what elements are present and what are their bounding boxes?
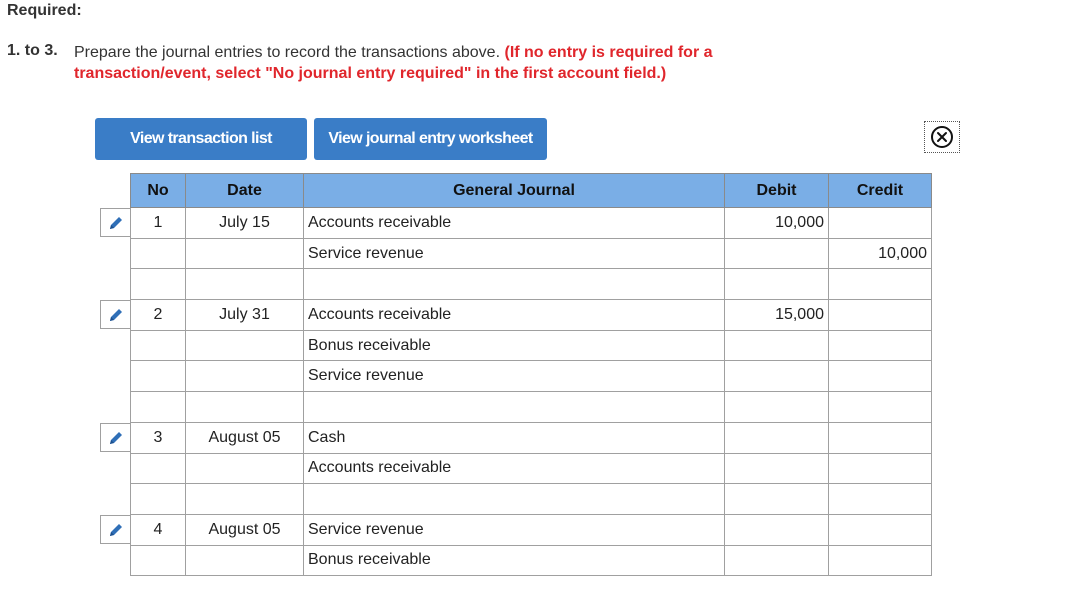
header-date: Date [186, 174, 304, 208]
view-transaction-list-button[interactable]: View transaction list [95, 118, 307, 160]
edit-entry-3-button[interactable] [100, 423, 130, 452]
table-row [131, 361, 932, 392]
table-row [131, 422, 932, 453]
cell-account: Bonus receivable [304, 545, 725, 576]
cell-debit [725, 484, 829, 515]
cell-account [304, 269, 725, 300]
cell-no [131, 238, 186, 269]
instruction [74, 42, 834, 84]
table-row [131, 453, 932, 484]
view-journal-worksheet-button[interactable]: View journal entry worksheet [314, 118, 547, 160]
cell-credit [829, 300, 932, 331]
cell-credit [829, 453, 932, 484]
header-debit: Debit [725, 174, 829, 208]
cell-credit [829, 545, 932, 576]
cell-debit [725, 269, 829, 300]
cell-account: Service revenue [304, 238, 725, 269]
pencil-icon [107, 429, 125, 447]
header-credit: Credit [829, 174, 932, 208]
edit-entry-2-button[interactable] [100, 300, 130, 329]
cell-account: Bonus receivable [304, 330, 725, 361]
cell-credit [829, 392, 932, 423]
edit-entry-1-button[interactable] [100, 208, 130, 237]
pencil-icon [107, 214, 125, 232]
table-row [131, 392, 932, 423]
cell-no: 2 [131, 300, 186, 331]
cell-date: July 31 [186, 300, 304, 331]
header-no: No [131, 174, 186, 208]
cell-no [131, 484, 186, 515]
journal-table [130, 173, 932, 576]
cell-debit [725, 392, 829, 423]
cell-credit [829, 422, 932, 453]
close-circle-icon [930, 125, 954, 149]
table-row [131, 330, 932, 361]
cell-date [186, 330, 304, 361]
table-row [131, 514, 932, 545]
table-row [131, 545, 932, 576]
cell-debit [725, 514, 829, 545]
cell-credit [829, 514, 932, 545]
cell-date [186, 392, 304, 423]
cell-account: Service revenue [304, 514, 725, 545]
cell-debit [725, 361, 829, 392]
cell-date [186, 484, 304, 515]
cell-debit [725, 422, 829, 453]
cell-credit [829, 361, 932, 392]
cell-date [186, 545, 304, 576]
cell-account: Accounts receivable [304, 300, 725, 331]
cell-date: July 15 [186, 208, 304, 239]
table-row [131, 208, 932, 239]
header-general-journal: General Journal [304, 174, 725, 208]
cell-no [131, 330, 186, 361]
cell-no [131, 545, 186, 576]
edit-entry-4-button[interactable] [100, 515, 130, 544]
cell-date: August 05 [186, 514, 304, 545]
table-row [131, 300, 932, 331]
cell-credit [829, 269, 932, 300]
cell-date: August 05 [186, 422, 304, 453]
cell-account [304, 392, 725, 423]
cell-date [186, 238, 304, 269]
cell-debit [725, 545, 829, 576]
cell-no [131, 392, 186, 423]
required-label: Required: [7, 2, 82, 19]
cell-no [131, 269, 186, 300]
cell-account: Accounts receivable [304, 208, 725, 239]
cell-no [131, 453, 186, 484]
cell-debit [725, 238, 829, 269]
pencil-icon [107, 521, 125, 539]
cell-debit [725, 453, 829, 484]
pencil-icon [107, 306, 125, 324]
instruction-number: 1. to 3. [7, 42, 58, 59]
cell-account: Service revenue [304, 361, 725, 392]
cell-credit: 10,000 [829, 238, 932, 269]
cell-credit [829, 208, 932, 239]
cell-account [304, 484, 725, 515]
cell-no: 4 [131, 514, 186, 545]
close-button[interactable] [924, 121, 960, 153]
table-row [131, 238, 932, 269]
table-row [131, 269, 932, 300]
cell-debit: 15,000 [725, 300, 829, 331]
cell-debit: 10,000 [725, 208, 829, 239]
table-row [131, 484, 932, 515]
cell-date [186, 269, 304, 300]
cell-credit [829, 484, 932, 515]
cell-date [186, 361, 304, 392]
cell-account: Accounts receivable [304, 453, 725, 484]
cell-no [131, 361, 186, 392]
cell-account: Cash [304, 422, 725, 453]
cell-date [186, 453, 304, 484]
cell-no: 3 [131, 422, 186, 453]
instruction-text: Prepare the journal entries to record the transactions above. [74, 44, 501, 61]
cell-credit [829, 330, 932, 361]
table-header-row [131, 174, 932, 208]
cell-no: 1 [131, 208, 186, 239]
instruction-note: (If no entry is required for a transaction/event, select "No journal entry required" in the first account field.) [74, 44, 713, 82]
cell-debit [725, 330, 829, 361]
